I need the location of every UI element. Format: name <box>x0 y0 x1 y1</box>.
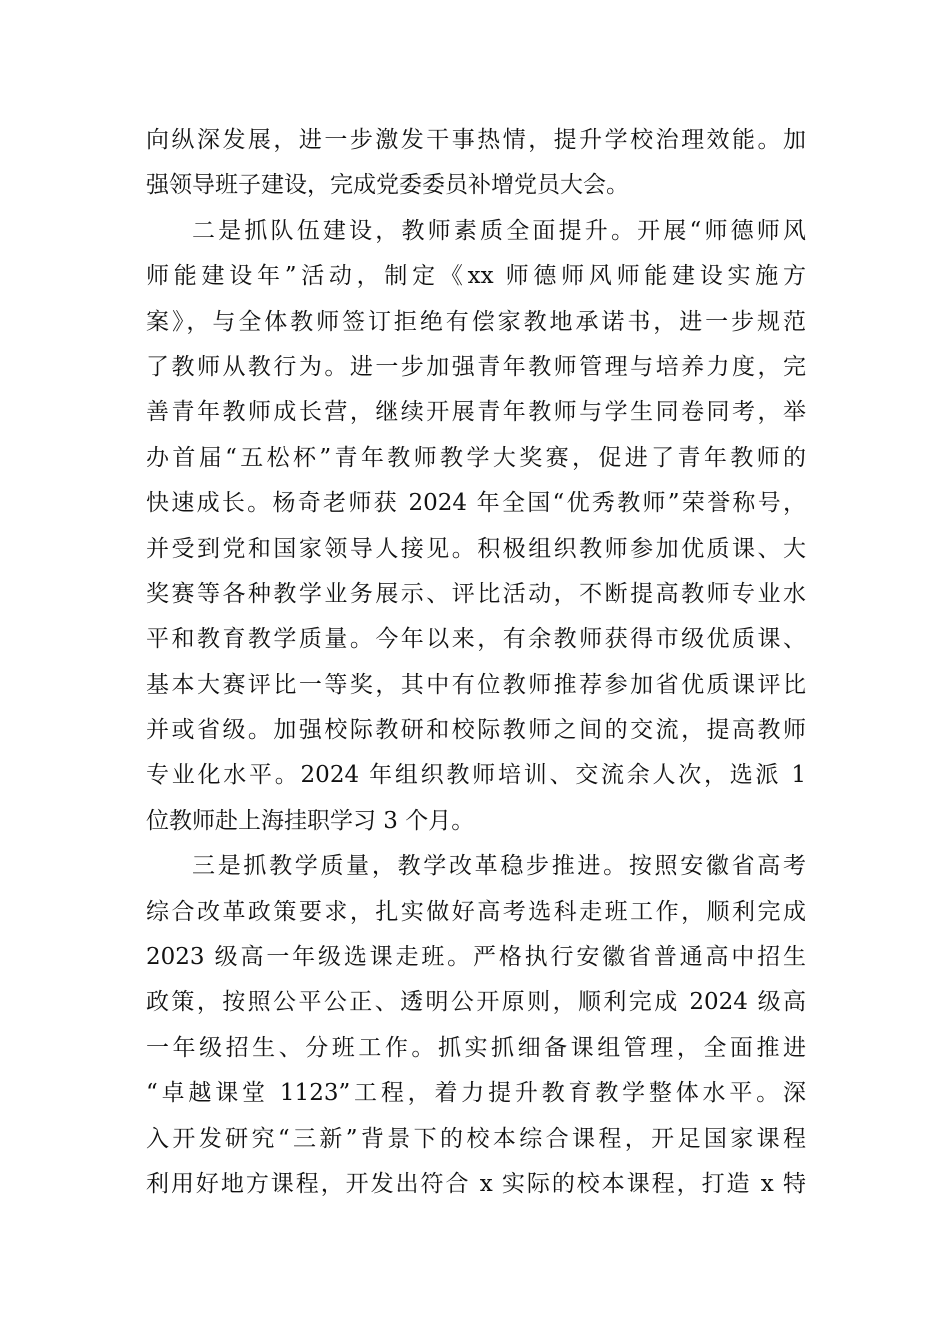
p2-line-13: 专业化水平。2024 年组织教师培训、交流余人次，选派 1 <box>146 762 806 789</box>
p2-line-5: 善青年教师成长营，继续开展青年教师与学生同卷同考，举 <box>146 399 806 426</box>
p2-line-9: 奖赛等各种教学业务展示、评比活动，不断提高教师专业水 <box>146 580 806 607</box>
p2-line-14: 位教师赴上海挂职学习 3 个月。 <box>146 807 475 834</box>
p2-line-1: 二是抓队伍建设，教师素质全面提升。开展“师德师风 <box>192 217 806 244</box>
p2-line-12: 并或省级。加强校际教研和校际教师之间的交流，提高教师 <box>146 717 806 744</box>
p2-line-7: 快速成长。杨奇老师获 2024 年全国“优秀教师”荣誉称号， <box>146 490 806 517</box>
document-body <box>146 118 806 1207</box>
p1-line-1: 向纵深发展，进一步激发干事热情，提升学校治理效能。加 <box>146 127 806 153</box>
p2-line-3: 案》，与全体教师签订拒绝有偿家教地承诺书，进一步规范 <box>146 308 806 335</box>
p2-line-4: 了教师从教行为。进一步加强青年教师管理与培养力度，完 <box>146 353 806 380</box>
p2-line-8: 并受到党和国家领导人接见。积极组织教师参加优质课、大 <box>146 535 806 562</box>
p3-line-6: “卓越课堂 1123”工程，着力提升教育教学整体水平。深 <box>146 1080 806 1107</box>
p3-line-7: 入开发研究“三新”背景下的校本综合课程，开足国家课程 <box>146 1125 806 1152</box>
p3-line-1: 三是抓教学质量，教学改革稳步推进。按照安徽省高考 <box>192 853 806 880</box>
p3-line-4: 政策，按照公平公正、透明公开原则，顺利完成 2024 级高 <box>146 989 806 1016</box>
p1-line-2: 强领导班子建设，完成党委委员补增党员大会。 <box>146 172 629 199</box>
p3-line-2: 综合改革政策要求，扎实做好高考选科走班工作，顺利完成 <box>146 898 806 925</box>
p2-line-10: 平和教育教学质量。今年以来，有余教师获得市级优质课、 <box>146 626 806 653</box>
p2-line-6: 办首届“五松杯”青年教师教学大奖赛，促进了青年教师的 <box>146 444 806 471</box>
p3-line-3: 2023 级高一年级选课走班。严格执行安徽省普通高中招生 <box>146 944 806 971</box>
p3-line-8: 利用好地方课程，开发出符合 x 实际的校本课程，打造 x 特 <box>146 1170 806 1197</box>
p3-line-5: 一年级招生、分班工作。抓实抓细备课组管理，全面推进 <box>146 1034 806 1061</box>
p2-line-11: 基本大赛评比一等奖，其中有位教师推荐参加省优质课评比 <box>146 671 806 698</box>
p2-line-2: 师能建设年”活动，制定《xx 师德师风师能建设实施方 <box>146 263 806 290</box>
